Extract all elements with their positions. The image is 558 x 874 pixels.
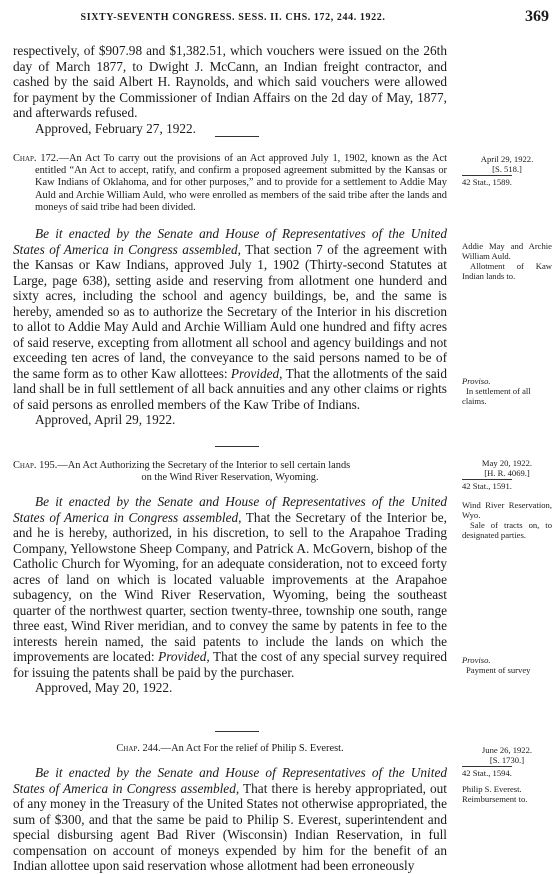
chap195-title: —An Act Authorizing the Secretary of the Interior to sell certain lands xyxy=(57,460,351,471)
chap172-body-a: That section 7 of the agreement with the Kansas or Kaw Indians, approved July 1, 1902 (Thirty-second Statutes at Large, page 638), setting aside and reserving from allotment one hunderd and sixty acres, including the school and agency buildings, be, and the same is hereby, amended so as to authorize the Secretary of the Interior in his discretion to allot to Addie May Auld and Archie William Auld one hundred and fifty acres of said reserve, excepting from allotment all school and agency buildings and not exceeding ten acres of land, the conveyance to the said persons named to be of the same form as to other Kaw allottees: xyxy=(13,241,447,381)
chap244-margin-note xyxy=(462,784,552,804)
margin-date: June 26, 1922. xyxy=(481,745,533,755)
chap195-body-a: That the Secretary of the Interior be, and he is hereby, authorized, in his discretion, to sell to the Arapahoe Trading Company, Yellowstone Sheep Company, and Patrick A. McGovern, bishop of the Catholic Church for Wyoming, for an adequate consideration, not to exceed forty acres of land on which is located valuable improvements at the Arapahoe subagency, on the Wind River Reservation, Wyoming, being the southeast quarter of the northwest quarter, section twenty-three, township one south, range three east, Wind River meridian, and to convey the same by patents in fee to the interests herein named, the said patents to include the lands on which the improvements are located: xyxy=(13,509,447,665)
chap244-section xyxy=(13,743,447,874)
chap244-body-a: That there is hereby appropriated, out of any money in the Treasury of the United States not otherwise appropriated, the sum of $300, and that the same be paid to Philip S. Everest, superintendent and special disbursing agent Bad River (Wisconsin) Indian Reservation, in full compensation on account of moneys expended by him for the benefit of an Indian allottee upon said reservation whose allotment had been erroneously xyxy=(13,780,447,874)
chap195-body xyxy=(13,494,447,680)
chap172-proviso-word: Provided, xyxy=(230,365,283,381)
margin-subject-detail: Allotment of Kaw Indian lands to. xyxy=(462,261,552,281)
chap244-heading xyxy=(13,743,447,755)
chap195-section xyxy=(13,460,447,696)
margin-subject-detail: Reimbursement to. xyxy=(462,794,528,804)
chap195-body-b: That the cost of any special survey required for issuing the patents shall be paid by the purchaser. xyxy=(13,649,447,680)
chap195-margin-citation xyxy=(462,458,552,491)
margin-statute-cite: 42 Stat., 1591. xyxy=(462,481,512,491)
section-divider xyxy=(215,446,259,447)
margin-statute-cite: 42 Stat., 1594. xyxy=(462,768,512,778)
chap195-margin-proviso xyxy=(462,655,552,675)
chap172-heading xyxy=(13,153,447,214)
intro-approved: Approved, February 27, 1922. xyxy=(35,120,197,136)
margin-bill-number: [H. R. 4069.] xyxy=(484,468,530,478)
page-number: 369 xyxy=(525,8,549,25)
chap244-body xyxy=(13,765,447,874)
page-header xyxy=(0,8,558,28)
running-head: SIXTY-SEVENTH CONGRESS. SESS. II. CHS. 172, 244. 1922. xyxy=(80,12,386,23)
section-divider xyxy=(215,731,259,732)
chap195-heading-line2: on the Wind River Reservation, Wyoming. xyxy=(141,472,319,484)
margin-proviso: Proviso. xyxy=(462,655,491,665)
chap195-proviso-word: Provided, xyxy=(158,649,210,665)
margin-bill-number: [S. 518.] xyxy=(492,164,522,174)
margin-subject: Addie May and Archie William Auld. xyxy=(462,241,552,261)
intro-section xyxy=(13,43,447,136)
margin-proviso-note: Payment of survey xyxy=(466,665,531,675)
chap172-enacting-clause: Be it enacted by the Senate and House of Representatives of the United States of America in Congress assembled, xyxy=(13,226,447,257)
chap172-body-b: That the allotments of the said land shall be in full settlement of all back annuities and any other claims or rights of said persons as enrolled members of the Kaw Tribe of Indians. xyxy=(13,365,447,412)
chap172-margin-note xyxy=(462,241,552,281)
chap195-approved: Approved, May 20, 1922. xyxy=(35,680,173,696)
margin-proviso-note: In settlement of all claims. xyxy=(462,386,531,406)
margin-date: April 29, 1922. xyxy=(480,154,534,164)
section-divider xyxy=(215,136,259,137)
chap172-approved: Approved, April 29, 1922. xyxy=(35,412,176,428)
chap195-heading xyxy=(13,460,447,472)
chap172-label: Chap. 172. xyxy=(13,153,59,164)
chap172-section xyxy=(13,153,447,428)
chap172-margin-citation xyxy=(462,154,552,187)
margin-date: May 20, 1922. xyxy=(481,458,533,468)
chap172-body xyxy=(13,226,447,412)
intro-paragraph: respectively, of $907.98 and $1,382.51, which vouchers were issued on the 26th day of March 1877, to Dwight J. McCann, an Indian freight contractor, and cashed by the said Albert H. Raynolds, and which said vouchers were allowed for payment by the Commissioner of Indian Affairs on the 2d day of May, 1877, and afterwards refused. xyxy=(13,43,447,120)
chap244-label: Chap. 244. xyxy=(116,743,161,754)
chap244-margin-citation xyxy=(462,745,552,778)
chap172-margin-proviso xyxy=(462,376,552,406)
chap195-enacting-clause: Be it enacted by the Senate and House of Representatives of the United States of America in Congress assembled, xyxy=(13,494,447,525)
margin-subject: Philip S. Everest. xyxy=(462,784,522,794)
margin-bill-number: [S. 1730.] xyxy=(489,755,525,765)
chap244-enacting-clause: Be it enacted by the Senate and House of Representatives of the United States of America in Congress assembled, xyxy=(13,765,447,796)
chap195-label: Chap. 195. xyxy=(13,460,58,471)
chap172-title: —An Act To carry out the provisions of an Act approved July 1, 1902, known as the Act entitled “An Act to accept, ratify, and confirm a proposed agreement submitted by the Kansas or Kaw Indians of Oklahoma, and for other purposes,” and to provide for a settlement to Addie May Auld and Archie William Auld, who were enrolled as members of the said tribe after the lands and moneys of said tribe had been divided. xyxy=(35,153,447,213)
margin-subject: Wind River Reservation, Wyo. xyxy=(462,500,552,520)
chap244-title: —An Act For the relief of Philip S. Everest. xyxy=(160,743,344,754)
margin-statute-cite: 42 Stat., 1589. xyxy=(462,177,512,187)
margin-proviso: Proviso. xyxy=(462,376,491,386)
margin-subject-detail: Sale of tracts on, to designated parties. xyxy=(462,520,552,540)
chap195-margin-note xyxy=(462,500,552,540)
